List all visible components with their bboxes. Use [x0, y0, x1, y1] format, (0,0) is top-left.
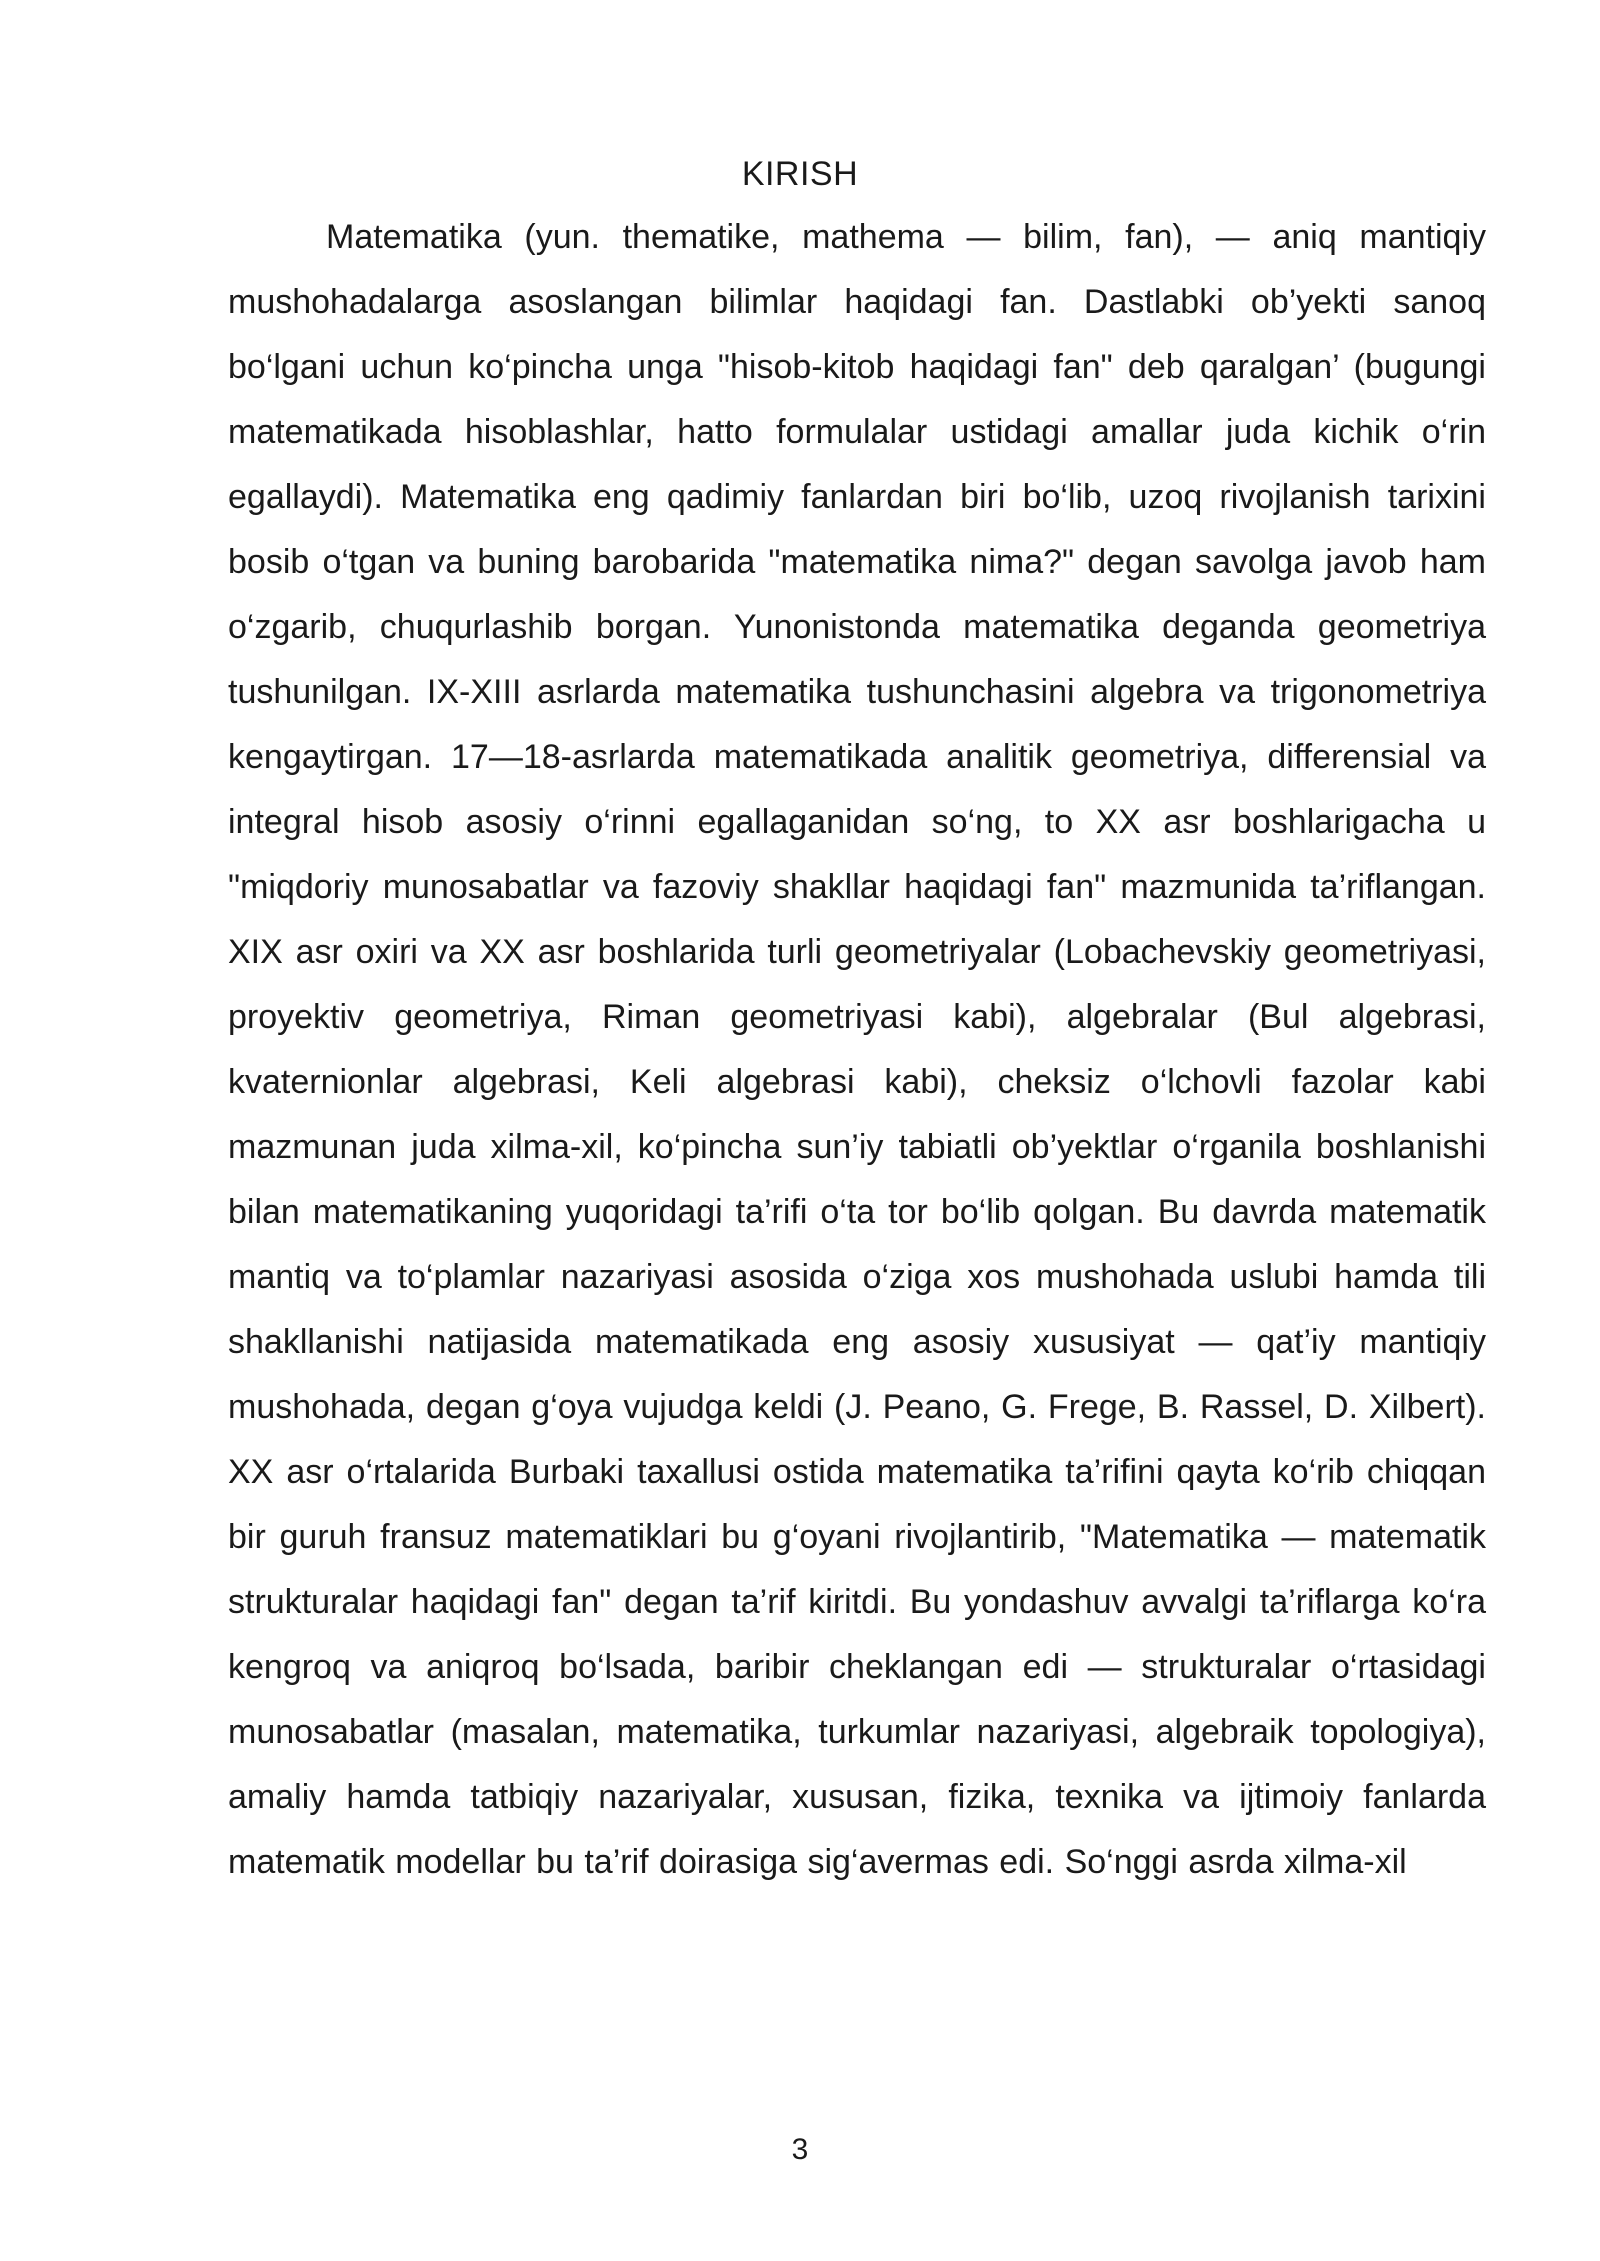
section-title: KIRISH [741, 155, 859, 193]
body-paragraph: Matematika (yun. thematike, mathema — bilim, fan), — aniq mantiqiy mushohadalarga asoslangan bilimlar haqidagi fan. Dastlabki ob’yekti sanoq bo‘lgani uchun ko‘pincha unga "hisob-kitob haqidagi fan" deb qaralgan’ (bugungi matematikada hisoblashlar, hatto formulalar ustidagi amallar juda kichik o‘rin egallaydi). Matematika eng qadimiy fanlardan biri bo‘lib, uzoq rivojlanish tarixini bosib o‘tgan va buning barobarida "matematika nima?" degan savolga javob ham o‘zgarib, chuqurlashib borgan. Yunonistonda matematika deganda geometriya tushunilgan. IX-XIII asrlarda matematika tushunchasini algebra va trigonometriya kengaytirgan. 17—18-asrlarda matematikada analitik geometriya, differensial va integral hisob asosiy o‘rinni egallaganidan so‘ng, to XX asr boshlarigacha u "miqdoriy munosabatlar va fazoviy shakllar haqidagi fan" mazmunida ta’riflangan. XIX asr oxiri va XX asr boshlarida turli geometriyalar (Lobachevskiy geometriyasi, proyektiv geometriya, Riman geometriyasi kabi), algebralar (Bul algebrasi, kvaternionlar algebrasi, Keli algebrasi kabi), cheksiz o‘lchovli fazolar kabi mazmunan juda xilma-xil, ko‘pincha sun’iy tabiatli ob’yektlar o‘rganila boshlanishi bilan matematikaning yuqoridagi ta’rifi o‘ta tor bo‘lib qolgan. Bu davrda matematik mantiq va to‘plamlar nazariyasi asosida o‘ziga xos mushohada uslubi hamda tili shakllanishi natijasida matematikada eng asosiy xususiyat — qat’iy mantiqiy mushohada, degan g‘oya vujudga keldi (J. Peano, G. Frege, B. Rassel, D. Xilbert). XX asr o‘rtalarida Burbaki taxallusi ostida matematika ta’rifini qayta ko‘rib chiqqan bir guruh fransuz matematiklari bu g‘oyani rivojlantirib, "Matematika — matematik strukturalar haqidagi fan" degan ta’rif kiritdi. Bu yondashuv avvalgi ta’riflarga ko‘ra kengroq va aniqroq bo‘lsada, baribir cheklangan edi — strukturalar o‘rtasidagi munosabatlar (masalan, matematika, turkumlar nazariyasi, algebraik topologiya), amaliy hamda tatbiqiy nazariyalar, xususan, fizika, texnika va ijtimoiy fanlarda matematik modellar bu ta’rif doirasiga sig‘avermas edi. So‘nggi asrda xilma-xil [228, 218, 1486, 1881]
page-number: 3 [791, 2133, 809, 2166]
